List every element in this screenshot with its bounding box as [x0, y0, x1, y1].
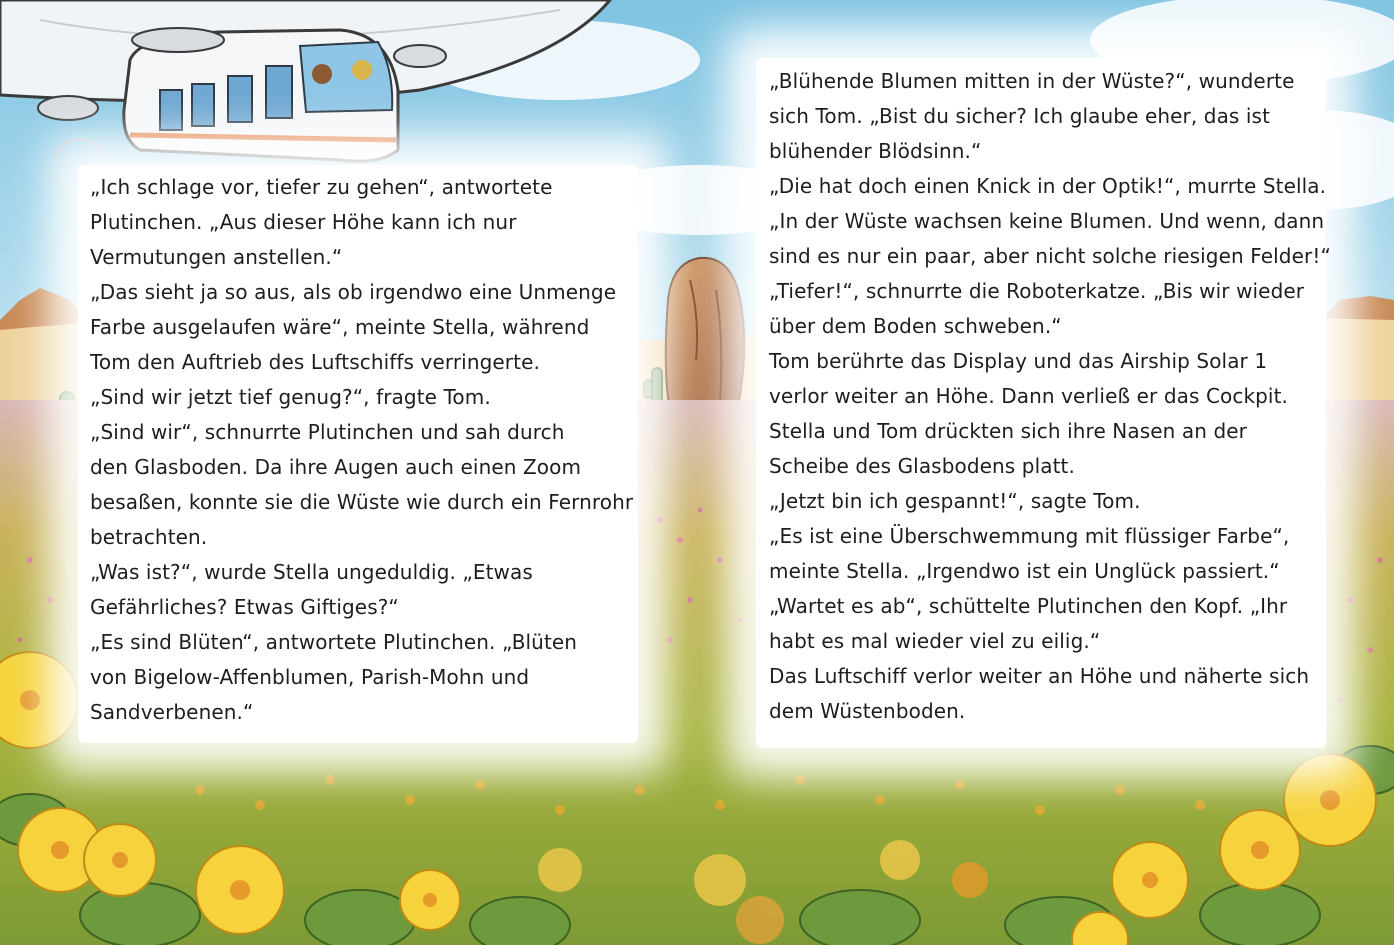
story-line: „Die hat doch einen Knick in der Optik!“, murrte Stella. — [769, 174, 1327, 198]
story-line: Sandverbenen.“ — [90, 700, 254, 724]
story-line: „Sind wir“, schnurrte Plutinchen und sah durch — [90, 420, 565, 444]
story-line: „Das sieht ja so aus, als ob irgendwo eine Unmenge — [90, 280, 617, 304]
story-line: Plutinchen. „Aus dieser Höhe kann ich nur — [90, 210, 517, 234]
story-line: „Jetzt bin ich gespannt!“, sagte Tom. — [769, 489, 1141, 513]
story-line: Vermutungen anstellen.“ — [90, 245, 343, 269]
story-line: „Blühende Blumen mitten in der Wüste?“, wunderte — [769, 69, 1295, 93]
story-line: „Es ist eine Überschwemmung mit flüssiger Farbe“, — [769, 524, 1290, 548]
story-line: von Bigelow-Affenblumen, Parish-Mohn und — [90, 665, 530, 689]
story-line: „Wartet es ab“, schüttelte Plutinchen den Kopf. „Ihr — [769, 594, 1288, 618]
story-line: sind es nur ein paar, aber nicht solche riesigen Felder!“ — [769, 244, 1331, 268]
story-line: Gefährliches? Etwas Giftiges?“ — [90, 595, 399, 619]
story-line: „Es sind Blüten“, antwortete Plutinchen. „Blüten — [90, 630, 578, 654]
story-text-left — [90, 170, 633, 730]
story-line: meinte Stella. „Irgendwo ist ein Unglück passiert.“ — [769, 559, 1280, 583]
story-line: habt es mal wieder viel zu eilig.“ — [769, 629, 1101, 653]
story-line: „Was ist?“, wurde Stella ungeduldig. „Etwas — [90, 560, 533, 584]
story-line: besaßen, konnte sie die Wüste wie durch ein Fernrohr — [90, 490, 634, 514]
story-line: „Sind wir jetzt tief genug?“, fragte Tom. — [90, 385, 491, 409]
story-line: über dem Boden schweben.“ — [769, 314, 1062, 338]
story-line: sich Tom. „Bist du sicher? Ich glaube eher, das ist — [769, 104, 1271, 128]
story-line: verlor weiter an Höhe. Dann verließ er das Cockpit. — [769, 384, 1288, 408]
story-line: den Glasboden. Da ihre Augen auch einen Zoom — [90, 455, 582, 479]
story-line: dem Wüstenboden. — [769, 699, 966, 723]
story-line: „In der Wüste wachsen keine Blumen. Und wenn, dann — [769, 209, 1325, 233]
story-line: Das Luftschiff verlor weiter an Höhe und näherte sich — [769, 664, 1310, 688]
story-line: Farbe ausgelaufen wäre“, meinte Stella, während — [90, 315, 590, 339]
story-line: Scheibe des Glasbodens platt. — [769, 454, 1075, 478]
story-line: betrachten. — [90, 525, 208, 549]
story-line: „Ich schlage vor, tiefer zu gehen“, antwortete — [90, 175, 553, 199]
story-line: Stella und Tom drückten sich ihre Nasen an der — [769, 419, 1247, 443]
story-line: Tom den Auftrieb des Luftschiffs verringerte. — [90, 350, 540, 374]
story-line: „Tiefer!“, schnurrte die Roboterkatze. „Bis wir wieder — [769, 279, 1305, 303]
story-line: Tom berührte das Display und das Airship Solar 1 — [769, 349, 1268, 373]
story-text-right — [769, 64, 1331, 729]
story-line: blühender Blödsinn.“ — [769, 139, 982, 163]
